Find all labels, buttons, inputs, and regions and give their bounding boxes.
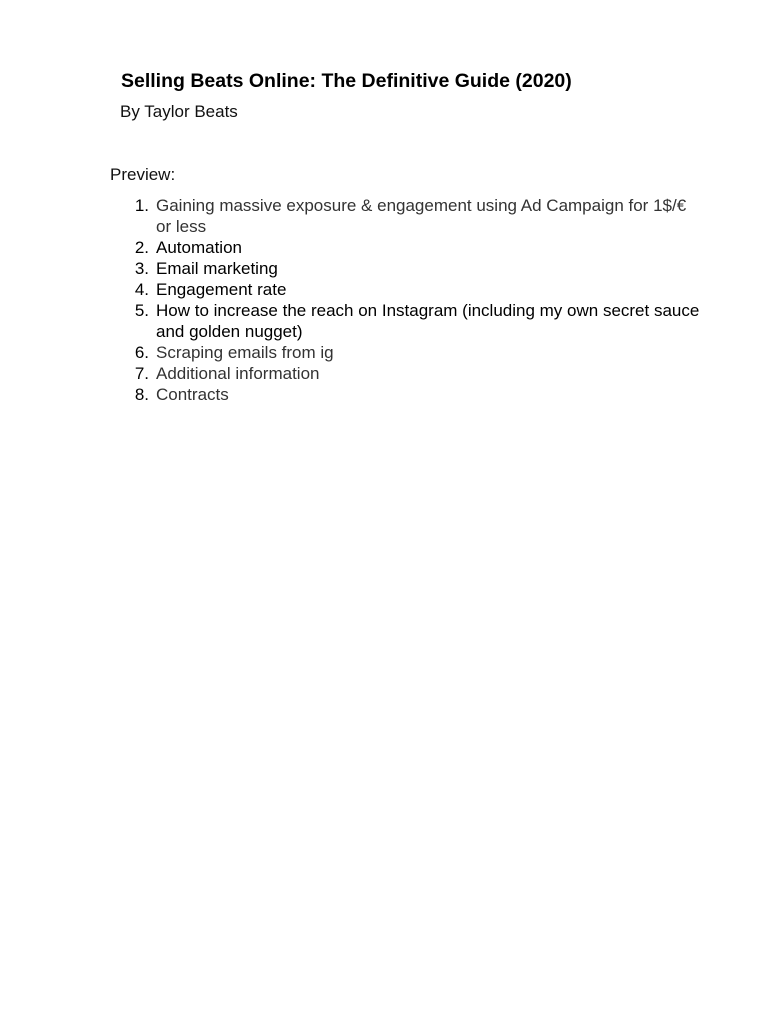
list-item-number: 7. <box>134 364 149 383</box>
preview-list <box>110 195 700 405</box>
document-title: Selling Beats Online: The Definitive Guide (2020) <box>121 70 572 92</box>
list-item-text: Scraping emails from ig <box>156 343 334 362</box>
list-item-text: Automation <box>156 238 242 257</box>
list-item <box>110 342 700 363</box>
preview-label: Preview: <box>110 165 176 184</box>
list-item <box>110 300 700 342</box>
list-item-number: 8. <box>134 385 149 404</box>
list-item-number: 1. <box>134 196 149 215</box>
list-item-text: Additional information <box>156 364 320 383</box>
list-item <box>110 195 700 237</box>
list-item-text: Gaining massive exposure & engagement using Ad Campaign for 1$/€ or less <box>156 196 687 236</box>
list-item-number: 6. <box>134 343 149 362</box>
list-item-text: Contracts <box>156 385 229 404</box>
list-item-number: 3. <box>134 259 149 278</box>
list-item <box>110 384 700 405</box>
list-item-text: Engagement rate <box>156 280 287 299</box>
list-item-number: 4. <box>134 280 149 299</box>
document-author: By Taylor Beats <box>120 102 238 121</box>
list-item <box>110 258 700 279</box>
list-item-number: 5. <box>134 301 149 320</box>
list-item-text: Email marketing <box>156 259 278 278</box>
list-item-text: How to increase the reach on Instagram (including my own secret sauce and golden nugget) <box>156 301 700 341</box>
list-item <box>110 237 700 258</box>
list-item-number: 2. <box>134 238 149 257</box>
list-item <box>110 279 700 300</box>
list-item <box>110 363 700 384</box>
